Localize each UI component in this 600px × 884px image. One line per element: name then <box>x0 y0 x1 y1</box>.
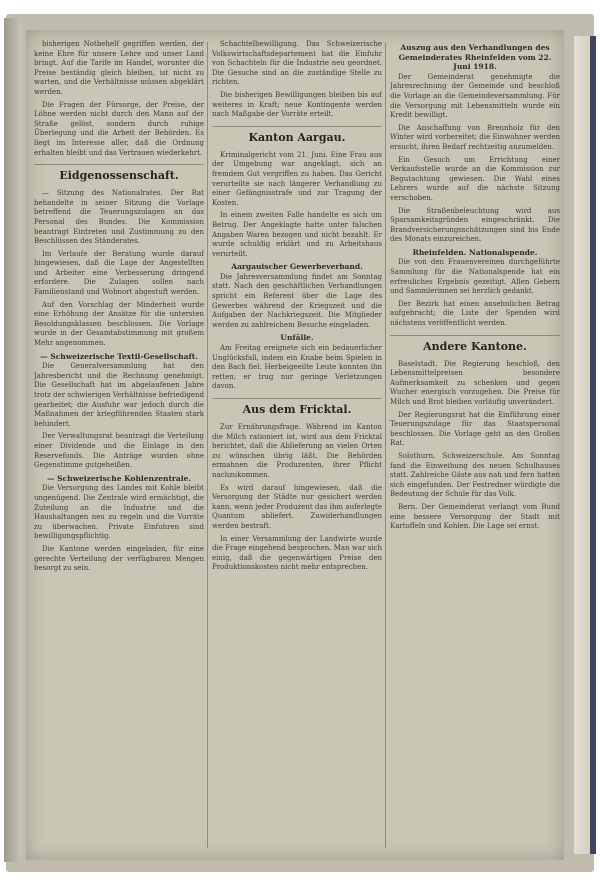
paragraph: Ein Gesuch um Errichtung einer Verkaufsstelle wurde an die Kommission zur Begutachtung gewiesen. Die Wahl eines Lehrers wurde auf die nächste Sitzung verschoben. <box>390 155 560 202</box>
book-page-edges <box>574 36 596 854</box>
column-left <box>34 40 204 850</box>
newspaper-page <box>26 30 564 860</box>
paragraph: Es wird darauf hingewiesen, daß die Versorgung der Städte nur gesichert werden kann, wenn jeder Produzent das ihm auferlegte Quantum abliefert. Zuwiderhandlungen werden bestraft. <box>212 483 382 530</box>
article-subheading: Unfälle. <box>280 333 314 343</box>
column-middle <box>212 40 382 850</box>
paragraph: Die Anschaffung von Brennholz für den Winter wird vorbereitet; die Einwohner werden ersucht, ihren Bedarf rechtzeitig anzumelden. <box>390 123 560 151</box>
paragraph: Die Versorgung des Landes mit Kohle bleibt ungenügend. Die Zentrale wird ermächtigt, die Zuteilung an die Industrie und die Haushaltungen neu zu regeln und die Vorräte zu überwachen. Private Einfuhren sind bewilligungspflichtig. <box>34 484 204 541</box>
paragraph: Zur Ernährungsfrage. Während im Kanton die Milch rationiert ist, wird aus dem Fricktal berichtet, daß die Ablieferung an vielen Orten zu wünschen übrig läßt. Die Behörden ermahnen die Produzenten, ihrer Pflicht nachzukommen. <box>212 423 382 479</box>
paragraph: Die von den Frauenvereinen durchgeführte Sammlung für die Nationalspende hat ein erfreuliches Ergebnis gezeitigt. Allen Gebern und Sammlerinnen sei herzlich gedankt. <box>390 258 560 296</box>
paragraph: Die Fragen der Fürsorge, der Preise, der Löhne werden nicht durch den Mann auf der Straße gelöst, sondern durch ruhige Überlegung und die Arbeit der Behörden. Es liegt im Interesse aller, daß die Ordnung erhalten bleibt und das Vertrauen wiederkehrt. <box>34 100 204 157</box>
paragraph: Am Freitag ereignete sich ein bedauerlicher Unglücksfall, indem ein Knabe beim Spielen in den Bach fiel. Herbeigeeilte Leute konnten ihn retten; er trug nur geringe Verletzungen davon. <box>212 344 382 391</box>
section-heading-andere-kantone: Andere Kantone. <box>390 335 560 354</box>
paragraph: Der Gemeinderat genehmigte die Jahresrechnung der Gemeinde und beschloß die Vorlage an die Gemeindeversammlung. Für die Versorgung mit Lebensmitteln wurde ein Kredit bewilligt. <box>390 72 560 120</box>
paragraph: Der Verwaltungsrat beantragt die Verteilung einer Dividende und die Einlage in den Reservefonds. Die Anträge wurden ohne Gegenstimme gutgeheißen. <box>34 432 204 470</box>
article-subheading: Rheinfelden. Nationalspende. <box>412 247 538 257</box>
article-subheading: Aargauischer Gewerbeverband. <box>231 262 363 272</box>
book-spine <box>4 18 22 862</box>
paragraph: Die bisherigen Bewilligungen bleiben bis auf weiteres in Kraft; neue Kontingente werden nach Maßgabe der Vorräte erteilt. <box>212 90 382 119</box>
paragraph: Im Verlaufe der Beratung wurde darauf hingewiesen, daß die Lage der Angestellten und Arbeiter eine Verbesserung dringend erfordere. Die Zulagen sollen nach Familienstand und Wohnort abgestuft werden. <box>34 249 204 297</box>
paragraph: Der Bezirk hat einen ansehnlichen Betrag aufgebracht; die Liste der Spenden wird nächstens veröffentlicht werden. <box>390 299 560 328</box>
paragraph: Die Jahresversammlung findet am Sonntag statt. Nach den geschäftlichen Verhandlungen spricht ein Referent über die Lage des Gewerbes während der Kriegszeit und die Aufgaben der Nachkriegszeit. Die Mitglieder werden zu zahlreichem Besuche eingeladen. <box>212 272 382 329</box>
paragraph: Die Kantone werden eingeladen, für eine gerechte Verteilung der verfügbaren Mengen besorgt zu sein. <box>34 544 204 573</box>
paragraph: Bern. Der Gemeinderat verlangt vom Bund eine bessere Versorgung der Stadt mit Kartoffeln und Kohlen. Die Lage sei ernst. <box>390 502 560 531</box>
paragraph: Solothurn. Schweizerschule. Am Sonntag fand die Einweihung des neuen Schulhauses statt. Zahlreiche Gäste aus nah und fern hatten sich eingefunden. Der Festredner würdigte die Bedeutung der Schule für das Volk. <box>390 451 560 499</box>
paragraph: In einer Versammlung der Landwirte wurde die Frage eingehend besprochen. Man war sich einig, daß die gegenwärtigen Preise den Produktionskosten nicht mehr entsprechen. <box>212 534 382 572</box>
paragraph: bisherigen Notbehelf gegriffen werden, der keine Ehre für unsere Lehre und unser Land bringt. Auf die Tarife im Handel, worunter die Preise beständig gleich bleiben, ist nicht zu warten, und die Verhältnisse müssen abgeklärt werden. <box>34 40 204 96</box>
paragraph: Kriminalgericht vom 21. Juni. Eine Frau aus der Umgebung war angeklagt, sich an fremdem Gut vergriffen zu haben. Das Gericht verurteilte sie nach längerer Verhandlung zu einer Gefängnisstrafe und zur Tragung der Kosten. <box>212 150 382 207</box>
section-heading-eidgenossenschaft: Eidgenossenschaft. <box>34 164 204 183</box>
article-subheading: — Schweizerische Kohlenzentrale. <box>47 473 191 483</box>
paragraph: Die Generalversammlung hat den Jahresbericht und die Rechnung genehmigt. Die Gesellschaft hat im abgelaufenen Jahre trotz der schwierigen Verhältnisse befriedigend gearbeitet; die Ausfuhr war jedoch durch die Maßnahmen der kriegführenden Staaten stark behindert. <box>34 362 204 428</box>
column-rule <box>385 42 386 848</box>
paragraph: Schachtelbewilligung. Das Schweizerische Volkswirtschaftsdepartement hat die Einfuhr von Schachteln für die Industrie neu geordnet. Die Gesuche sind an die zuständige Stelle zu richten. <box>212 40 382 87</box>
section-heading-kanton-aargau: Kanton Aargau. <box>212 126 382 145</box>
section-heading-fricktal: Aus dem Fricktal. <box>212 398 382 417</box>
column-rule <box>207 42 208 848</box>
paragraph: Baselstadt. Die Regierung beschloß, den Lebensmittelpreisen besondere Aufmerksamkeit zu schenken und gegen Wucher energisch vorzugehen. Die Preise für Milch und Brot bleiben vorläufig unverändert. <box>390 359 560 406</box>
paragraph: In einem zweiten Falle handelte es sich um Betrug. Der Angeklagte hatte unter falschen Angaben Waren bezogen und nicht bezahlt. Er wurde schuldig erklärt und zu Arbeitshaus verurteilt. <box>212 211 382 258</box>
column-right <box>390 40 560 850</box>
article-subheading: Auszug aus den Verhandlungen des Gemeinderates Rheinfelden vom 22. Juni 1918. <box>398 43 552 72</box>
paragraph: Der Regierungsrat hat die Einführung einer Teuerungszulage für das Staatspersonal beschlossen. Die Vorlage geht an den Großen Rat. <box>390 410 560 448</box>
paragraph: — Sitzung des Nationalrates. Der Rat behandelte in seiner Sitzung die Vorlage betreffend die Teuerungszulagen an das Personal des Bundes. Die Kommission beantragt Eintreten und Zustimmung zu den Beschlüssen des Ständerates. <box>34 189 204 246</box>
paragraph: Auf den Vorschlag der Minderheit wurde eine Erhöhung der Ansätze für die untersten Besoldungsklassen beschlossen. Die Vorlage wurde in der Gesamtabstimmung mit großem Mehr angenommen. <box>34 300 204 348</box>
paragraph: Die Straßenbeleuchtung wird aus Sparsamkeitsgründen eingeschränkt. Die Brandversicherungsschätzungen sind bis Ende des Monats einzureichen. <box>390 206 560 244</box>
article-subheading: — Schweizerische Textil-Gesellschaft. <box>40 351 198 361</box>
binding-strip <box>590 36 596 854</box>
